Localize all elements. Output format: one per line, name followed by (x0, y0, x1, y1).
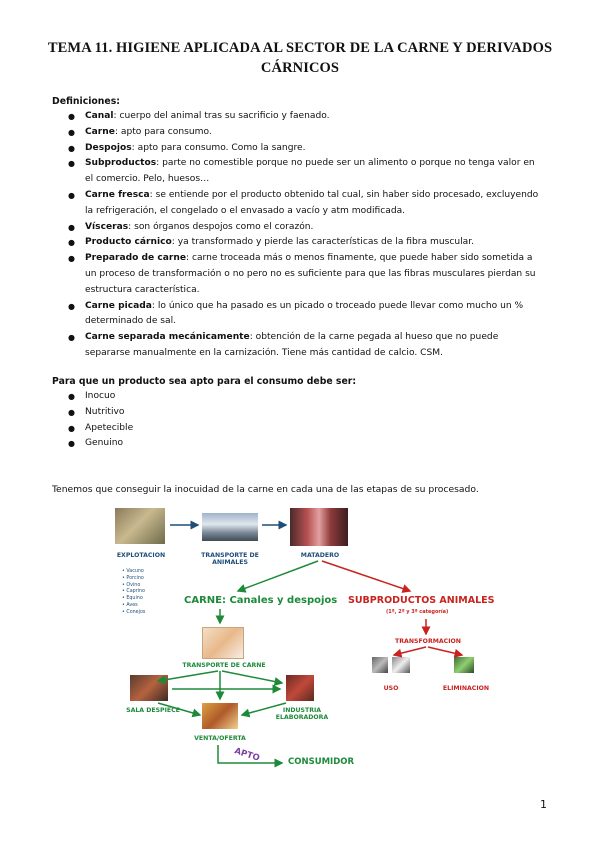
page-number: 1 (540, 798, 547, 811)
definition-term: Subproductos (85, 158, 157, 169)
definition-item (52, 330, 544, 362)
bullet-icon: ● (68, 190, 75, 200)
arrow-to-elimination (428, 647, 462, 655)
bullet-icon: ● (68, 143, 75, 153)
bullet-icon: ● (68, 439, 75, 449)
definition-text: : parte no comestible porque no puede ser un alimento o porque no tenga valor en el comercio. Pelo, huesos… (85, 158, 535, 185)
species-item: • Equino (122, 596, 145, 603)
explotacion-label: EXPLOTACION (116, 552, 166, 559)
definition-item (52, 109, 544, 125)
definition-term: Carne picada (85, 300, 152, 311)
meat-transport-label: TRANSPORTE DE CARNE (182, 662, 266, 669)
elimination-label: ELIMINACION (442, 685, 490, 692)
requirement-item (52, 421, 544, 437)
matadero-label: MATADERO (300, 552, 340, 559)
definition-term: Preparado de carne (85, 253, 187, 264)
arrow-to-consumer (218, 745, 282, 763)
definition-term: Canal (85, 111, 114, 121)
definition-term: Vísceras (85, 221, 129, 232)
sale-label: VENTA/OFERTA (194, 735, 246, 742)
definition-text: : se entiende por el producto obtenido tal cual, sin haber sido procesado, excluyendo la refrigeración, el congelado o el envasado a vacío y atm modificada. (85, 189, 539, 216)
definition-text: : carne troceada más o menos finamente, que puede haber sido sometida a un proceso de transformación o no pero no es suficiente para que las fibras musculares pierdan su estructura característica. (85, 253, 536, 295)
requirement-item (52, 389, 544, 405)
bullet-icon: ● (68, 238, 75, 248)
intro-paragraph: Tenemos que conseguir la inocuidad de la carne en cada una de las etapas de su procesado. (52, 484, 479, 495)
bullet-icon: ● (68, 222, 75, 232)
arrow-to-meat (238, 561, 318, 591)
definition-item (52, 299, 544, 331)
definition-text: : apto para consumo. (114, 126, 212, 137)
definition-text: : lo único que ha pasado es un picado o troceado puede llevar como mucho un % determinado de sal. (85, 300, 524, 327)
use-label: USO (383, 685, 399, 692)
bullet-icon: ● (68, 407, 75, 417)
definition-term: Carne (85, 126, 115, 137)
arrow-to-cutting (158, 671, 218, 681)
definition-term: Despojos (85, 142, 132, 153)
definition-text: : cuerpo del animal tras su sacrificio y faenado. (113, 111, 330, 121)
diagram-arrows (110, 505, 500, 775)
cutting-room-label: SALA DESPIECE (126, 707, 180, 714)
transformation-label: TRANSFORMACION (395, 638, 461, 645)
definitions-list (52, 109, 544, 362)
definition-item (52, 141, 544, 157)
definition-item (52, 220, 544, 236)
requirement-text: Inocuo (85, 391, 116, 401)
page-title: TEMA 11. HIGIENE APLICADA AL SECTOR DE LA CARNE Y DERIVADOS CÁRNICOS (47, 40, 553, 76)
apto-label: APTO (233, 746, 261, 764)
definition-item (52, 125, 544, 141)
arrow-to-byproducts (322, 561, 410, 591)
definition-text: : apto para consumo. Como la sangre. (131, 142, 306, 153)
arrow-to-use (394, 647, 426, 655)
definition-item (52, 188, 544, 220)
species-item: • Conejos (122, 610, 145, 617)
requirement-item (52, 436, 544, 452)
species-item: • Porcino (122, 576, 145, 583)
definition-term: Carne fresca (85, 189, 150, 200)
arrow-to-industry (222, 671, 282, 683)
definition-text: : obtención de la carne pegada al hueso que no puede separarse manualmente en la carnización. Tiene más cantidad de calcio. CSM. (85, 332, 499, 358)
bullet-icon: ● (68, 112, 75, 121)
definition-text: : son órganos despojos como el corazón. (128, 221, 314, 232)
bullet-icon: ● (68, 423, 75, 433)
arrow-industry-sale (242, 703, 286, 715)
requirement-text: Nutritivo (85, 406, 125, 417)
arrow-cutting-sale (158, 703, 200, 715)
industry-label: INDUSTRIA ELABORADORA (275, 707, 329, 721)
animal-transport-label: TRANSPORTE DE ANIMALES (201, 552, 259, 566)
requirement-item (52, 405, 544, 421)
definition-text: : ya transformado y pierde las características de la fibra muscular. (171, 237, 474, 248)
bullet-icon: ● (68, 127, 75, 137)
requirements-list (52, 389, 544, 452)
definition-term: Producto cárnico (85, 237, 172, 248)
meat-carcass-label: CARNE: Canales y despojos (184, 595, 338, 606)
definition-item (52, 156, 544, 188)
bullet-icon: ● (68, 333, 75, 343)
definitions-heading: Definiciones: (52, 96, 120, 107)
consumer-label: CONSUMIDOR (288, 757, 355, 767)
bullet-icon: ● (68, 301, 75, 311)
requirement-text: Apetecible (85, 422, 134, 433)
bullet-icon: ● (68, 392, 75, 401)
species-item: • Aves (122, 603, 145, 610)
species-item: • Caprino (122, 589, 145, 596)
animal-byproducts-label: SUBPRODUCTOS ANIMALES (348, 595, 495, 606)
definition-item (52, 235, 544, 251)
categories-label: (1ª, 2ª y 3ª categoría) (386, 609, 449, 615)
requirement-text: Genuino (85, 438, 124, 449)
requirements-heading: Para que un producto sea apto para el consumo debe ser: (52, 376, 357, 387)
definition-term: Carne separada mecánicamente (85, 332, 250, 343)
species-item: • Vacuno (122, 569, 145, 576)
bullet-icon: ● (68, 254, 75, 264)
definition-item (52, 251, 544, 298)
species-item: • Ovino (122, 583, 145, 590)
meat-process-diagram (110, 505, 500, 775)
bullet-icon: ● (68, 159, 75, 169)
